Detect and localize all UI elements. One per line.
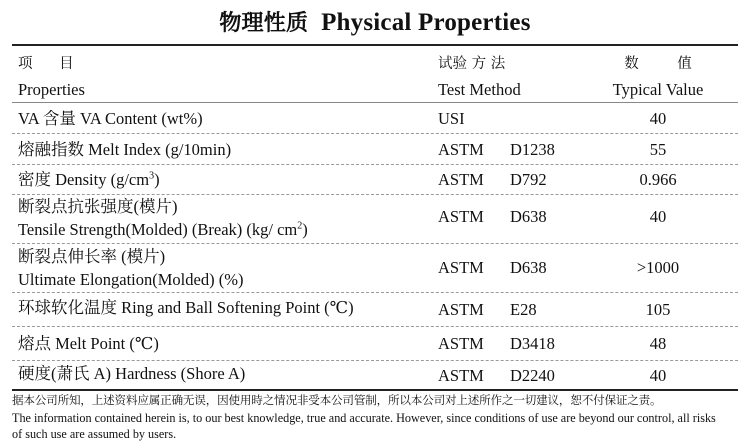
header-value-en: Typical Value bbox=[612, 80, 704, 99]
row-code: D1238 bbox=[510, 140, 555, 159]
row-name: 硬度(萧氏 A) Hardness (Shore A) bbox=[18, 364, 246, 383]
row-value: 40 bbox=[649, 109, 667, 128]
header-method-zh: 试验 方 法 bbox=[438, 56, 506, 72]
row-name-en: Ultimate Elongation(Molded) (%) bbox=[18, 270, 244, 289]
title-en: Physical Properties bbox=[321, 9, 531, 36]
row-std: ASTM bbox=[438, 334, 484, 353]
header-method-en: Test Method bbox=[438, 80, 521, 99]
row-std: ASTM bbox=[438, 170, 484, 189]
row-code: D3418 bbox=[510, 334, 555, 353]
row-std: ASTM bbox=[438, 258, 484, 277]
row-code: D2240 bbox=[510, 366, 555, 385]
row-std: ASTM bbox=[438, 300, 484, 319]
row-name: 熔融指数 Melt Index (g/10min) bbox=[18, 140, 232, 159]
row-value: 40 bbox=[649, 366, 667, 385]
row-name-zh: 断裂点抗张强度(模片) bbox=[18, 197, 178, 216]
bottom-rule bbox=[12, 389, 738, 391]
row-name-en: Tensile Strength(Molded) (Break) (kg/ $cm^2$) bbox=[18, 220, 308, 239]
row-name: VA 含量 VA Content (wt%) bbox=[18, 109, 203, 128]
row-name: 熔点 Melt Point (℃) bbox=[18, 334, 159, 353]
row-std: ASTM bbox=[438, 366, 484, 385]
header-rule bbox=[12, 102, 738, 103]
row-std: ASTM bbox=[438, 140, 484, 159]
row-divider bbox=[12, 292, 738, 293]
row-value: 40 bbox=[649, 207, 667, 226]
row-divider bbox=[12, 133, 738, 134]
row-divider bbox=[12, 326, 738, 327]
row-name: 密度 Density $(g/cm^3)$ bbox=[18, 170, 160, 189]
top-rule bbox=[12, 44, 738, 46]
row-code: D792 bbox=[510, 170, 547, 189]
row-divider bbox=[12, 194, 738, 195]
row-value: 48 bbox=[649, 334, 667, 353]
row-code: D638 bbox=[510, 258, 547, 277]
footnote-en-line1: The information contained herein is, to our best knowledge, true and accurate. However, since conditions of use are beyond our control, all risks bbox=[12, 411, 716, 425]
row-std: USI bbox=[438, 109, 465, 128]
row-value: >1000 bbox=[636, 258, 680, 277]
row-divider bbox=[12, 360, 738, 361]
footnote-en-line2: of such use are assumed by users. bbox=[12, 427, 177, 441]
row-code: D638 bbox=[510, 207, 547, 226]
header-value-zh: 数 值 bbox=[624, 56, 692, 72]
page-title bbox=[0, 6, 750, 37]
header-item-en: Properties bbox=[18, 80, 85, 99]
row-code: E28 bbox=[510, 300, 537, 319]
row-std: ASTM bbox=[438, 207, 484, 226]
row-divider bbox=[12, 164, 738, 165]
row-name-zh: 断裂点伸长率 (模片) bbox=[18, 247, 166, 266]
row-divider bbox=[12, 243, 738, 244]
title-zh: 物理性质 bbox=[219, 11, 309, 36]
row-value: 105 bbox=[645, 300, 671, 319]
row-name: 环球软化温度 Ring and Ball Softening Point (℃) bbox=[18, 298, 354, 317]
row-value: 55 bbox=[649, 140, 667, 159]
footnote-zh: 据本公司所知，上述资料应属正确无误，因使用時之情况非受本公司管制，所以本公司对上述所作之一切建议，恕不付保证之责。 bbox=[12, 393, 662, 407]
header-item-zh: 项 目 bbox=[18, 56, 74, 72]
row-value: 0.966 bbox=[639, 170, 677, 189]
